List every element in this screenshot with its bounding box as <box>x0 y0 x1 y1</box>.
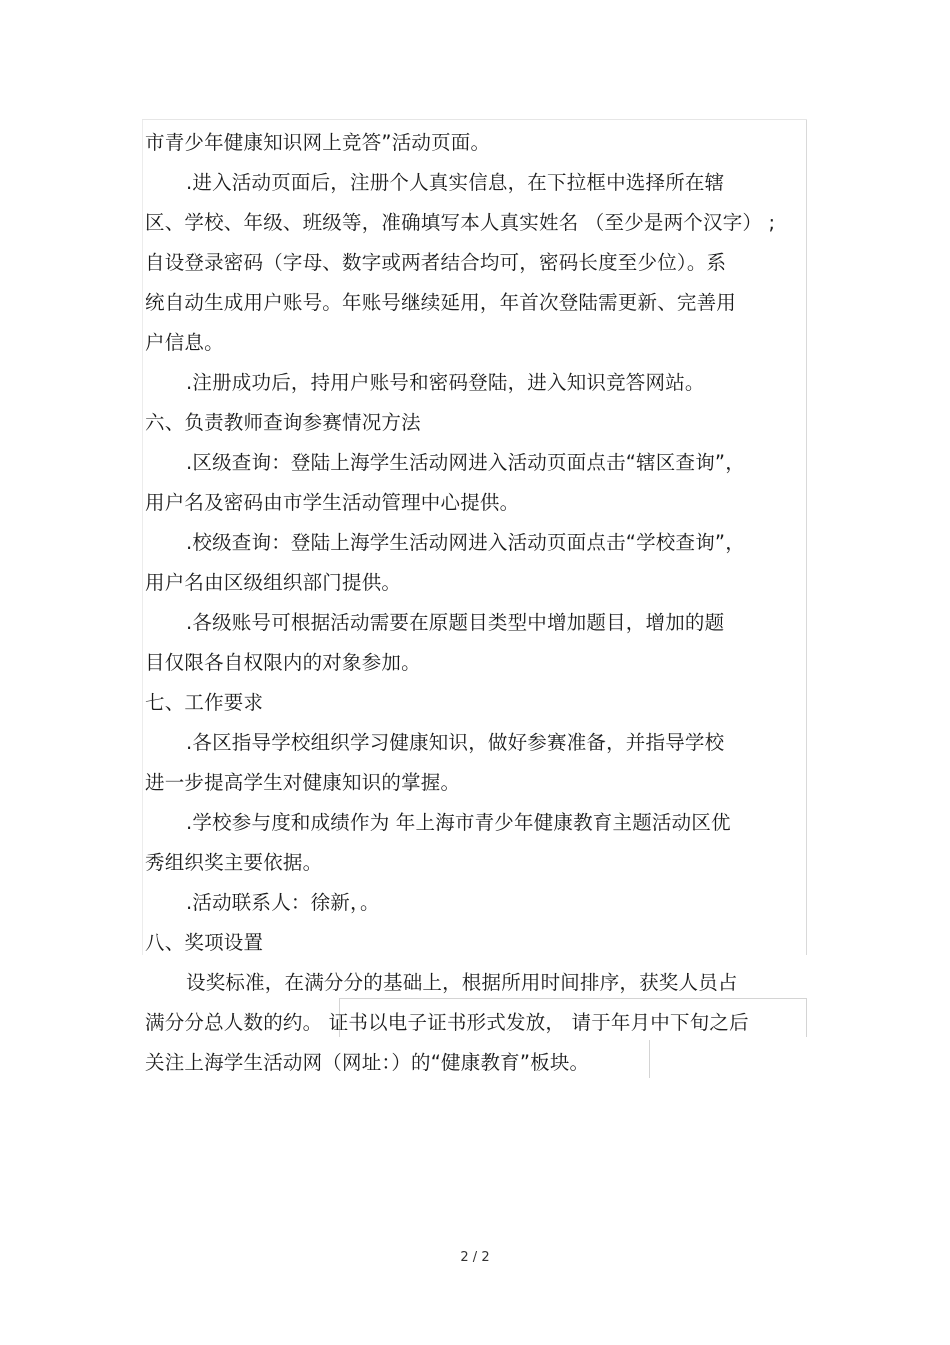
body-line: 统自动生成用户账号。年账号继续延用，年首次登陆需更新、完善用 <box>145 291 737 314</box>
body-line: 进一步提高学生对健康知识的掌握。 <box>145 771 461 794</box>
body-line: 关注上海学生活动网（网址：）的“健康教育”板块。 <box>145 1051 590 1074</box>
text-box-border-2 <box>649 1040 650 1078</box>
frame-border-top <box>142 119 807 120</box>
body-line: 市青少年健康知识网上竞答”活动页面。 <box>145 131 491 154</box>
section-heading: 八、奖项设置 <box>145 931 264 954</box>
body-line: .各区指导学校组织学习健康知识，做好参赛准备，并指导学校 <box>186 731 725 754</box>
body-line: 户信息。 <box>145 331 224 354</box>
body-line: .进入活动页面后，注册个人真实信息，在下拉框中选择所在辖 <box>186 171 725 194</box>
body-line: .活动联系人：徐新，。 <box>186 891 380 914</box>
body-line: 自设登录密码（字母、数字或两者结合均可，密码长度至少位）。系 <box>145 251 727 274</box>
body-line: 秀组织奖主要依据。 <box>145 851 323 874</box>
body-line: 目仅限各自权限内的对象参加。 <box>145 651 421 674</box>
body-line: 满分分总人数的约。 证书以电子证书形式发放， 请于年月中下旬之后 <box>145 1011 749 1034</box>
page-number: 2 / 2 <box>460 1250 490 1265</box>
frame-border-right <box>806 120 807 955</box>
body-line: .注册成功后，持用户账号和密码登陆，进入知识竞答网站。 <box>186 371 705 394</box>
body-line: 用户名及密码由市学生活动管理中心提供。 <box>145 491 520 514</box>
section-heading: 六、负责教师查询参赛情况方法 <box>145 411 421 434</box>
body-line: 设奖标准，在满分分的基础上，根据所用时间排序，获奖人员占 <box>186 971 738 994</box>
body-line: .各级账号可根据活动需要在原题目类型中增加题目，增加的题 <box>186 611 725 634</box>
body-line: .学校参与度和成绩作为 年上海市青少年健康教育主题活动区优 <box>186 811 731 834</box>
body-line: .区级查询：登陆上海学生活动网进入活动页面点击“辖区查询”， <box>186 451 745 474</box>
body-line: 区、学校、年级、班级等，准确填写本人真实姓名 （至少是两个汉字） ; <box>145 211 776 234</box>
frame-border-left <box>142 120 143 955</box>
body-line: 用户名由区级组织部门提供。 <box>145 571 402 594</box>
body-line: .校级查询：登陆上海学生活动网进入活动页面点击“学校查询”， <box>186 531 745 554</box>
section-heading: 七、工作要求 <box>145 691 264 714</box>
